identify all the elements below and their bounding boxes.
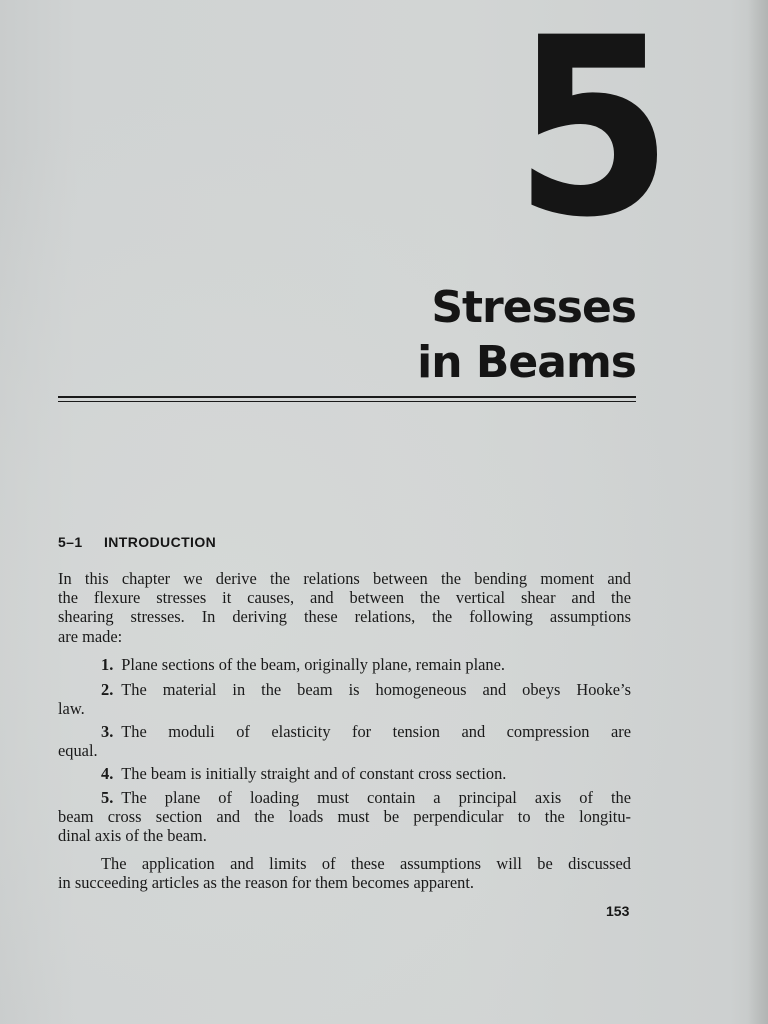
assumption-number: 3.: [101, 722, 114, 741]
assumption-number: 2.: [101, 680, 114, 699]
assumption-text: dinal axis of the beam.: [58, 826, 207, 846]
assumption-item-4: [58, 764, 631, 783]
chapter-title-line-2: in Beams: [417, 337, 636, 388]
assumption-item-2: [58, 680, 631, 718]
assumption-text: equal.: [58, 741, 98, 761]
intro-line: In this chapter we derive the relations between the bending moment and: [58, 569, 631, 588]
chapter-title: [417, 280, 636, 390]
assumption-text: The moduli of elasticity for tension and compression are: [121, 722, 631, 741]
title-rule-thin: [58, 401, 636, 402]
chapter-title-line-1: Stresses: [431, 282, 636, 333]
section-title: INTRODUCTION: [104, 534, 217, 550]
closing-line: in succeeding articles as the reason for them becomes apparent.: [58, 873, 474, 893]
assumption-text: Plane sections of the beam, originally plane, remain plane.: [121, 655, 505, 674]
assumption-number: 1.: [101, 655, 114, 674]
assumption-item-5: [58, 788, 631, 846]
assumption-text: The material in the beam is homogeneous and obeys Hooke’s: [121, 680, 631, 699]
page-edge-shadow: [748, 0, 768, 1024]
intro-paragraph: [58, 569, 631, 646]
assumption-number: 4.: [101, 764, 114, 783]
intro-line: shearing stresses. In deriving these relations, the following assumptions: [58, 607, 631, 627]
chapter-number: 5: [513, 0, 668, 272]
closing-line: The application and limits of these assumptions will be discussed: [101, 854, 631, 873]
section-number: 5–1: [58, 534, 83, 550]
assumption-item-1: [58, 655, 631, 674]
assumption-item-3: [58, 722, 631, 760]
intro-line: the flexure stresses it causes, and between the vertical shear and the: [58, 588, 631, 608]
page-number: 153: [606, 903, 630, 919]
closing-paragraph: [58, 854, 631, 892]
section-heading: [58, 534, 216, 550]
title-rule-thick: [58, 396, 636, 398]
assumption-number: 5.: [101, 788, 114, 807]
assumption-text: law.: [58, 699, 85, 719]
assumption-text: beam cross section and the loads must be perpendicular to the longitu-: [58, 807, 631, 827]
assumption-text: The beam is initially straight and of constant cross section.: [121, 764, 507, 783]
intro-line: are made:: [58, 626, 123, 646]
assumption-text: The plane of loading must contain a principal axis of the: [121, 788, 631, 807]
